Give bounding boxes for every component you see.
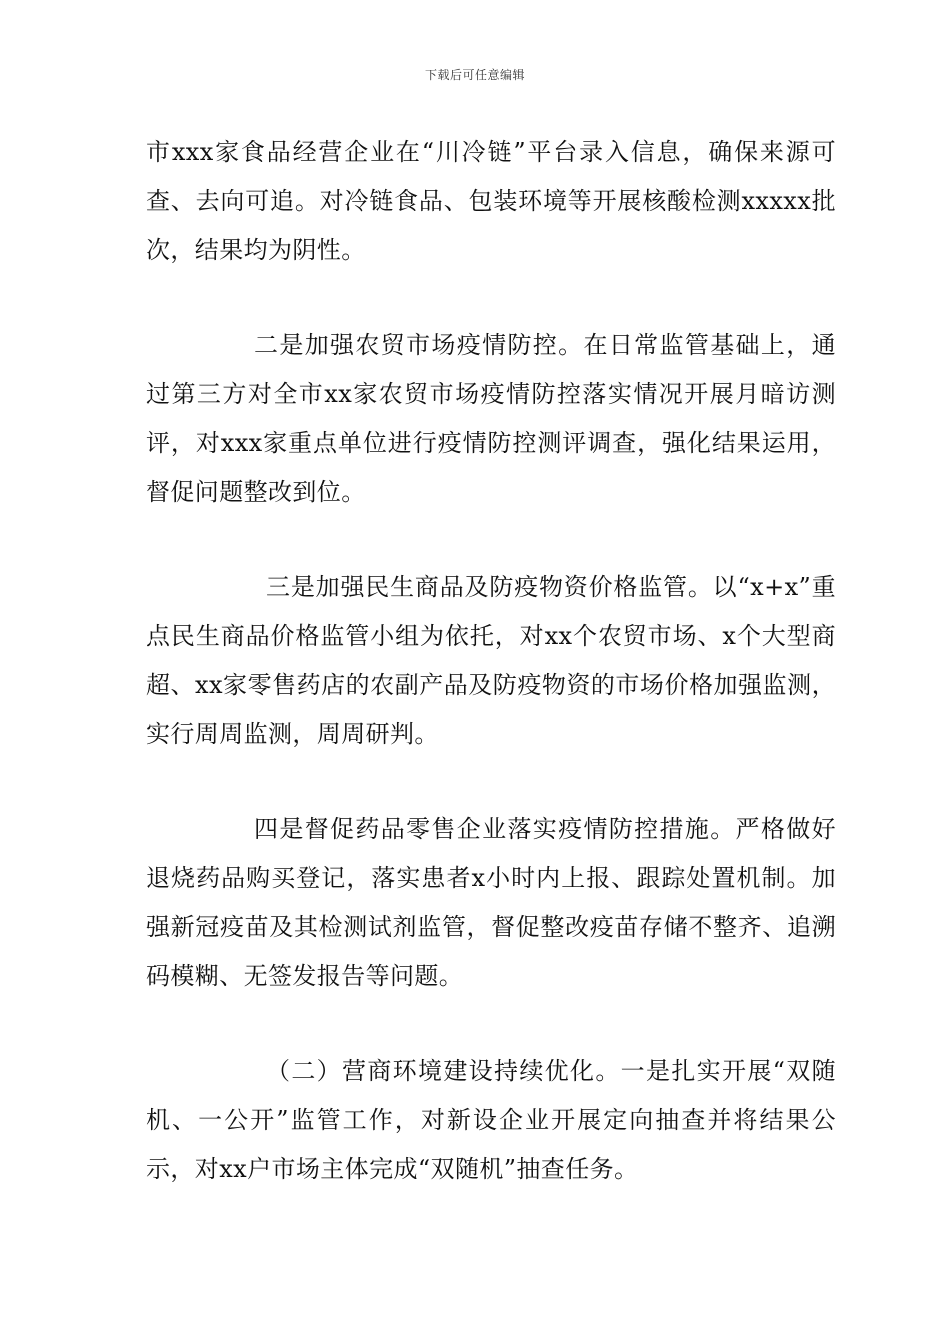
paragraph-3: 三是加强民生商品及防疫物资价格监管。以“x+x”重点民生商品价格监管小组为依托，对xx个农贸市场、x个大型商超、xx家零售药店的农副产品及防疫物资的市场价格加强监测，实行周周监测，周周研判。: [146, 573, 836, 748]
document-body: [146, 128, 836, 1194]
paragraph-4: 四是督促药品零售企业落实疫情防控措施。严格做好退烧药品购买登记，落实患者x小时内上报、跟踪处置机制。加强新冠疫苗及其检测试剂监管，督促整改疫苗存储不整齐、追溯码模糊、无签发报告等问题。: [146, 815, 836, 990]
paragraph-1: 市xxx家食品经营企业在“川冷链”平台录入信息，确保来源可查、去向可追。对冷链食品、包装环境等开展核酸检测xxxxx批次，结果均为阴性。: [146, 138, 836, 264]
page-header: 下载后可任意编辑: [424, 68, 525, 82]
paragraph-5: （二）营商环境建设持续优化。一是扎实开展“双随机、一公开”监管工作，对新设企业开展定向抽查并将结果公示，对xx户市场主体完成“双随机”抽查任务。: [146, 1057, 836, 1183]
paragraph-2: 二是加强农贸市场疫情防控。在日常监管基础上，通过第三方对全市xx家农贸市场疫情防控落实情况开展月暗访测评，对xxx家重点单位进行疫情防控测评调查，强化结果运用，督促问题整改到位。: [146, 331, 836, 506]
